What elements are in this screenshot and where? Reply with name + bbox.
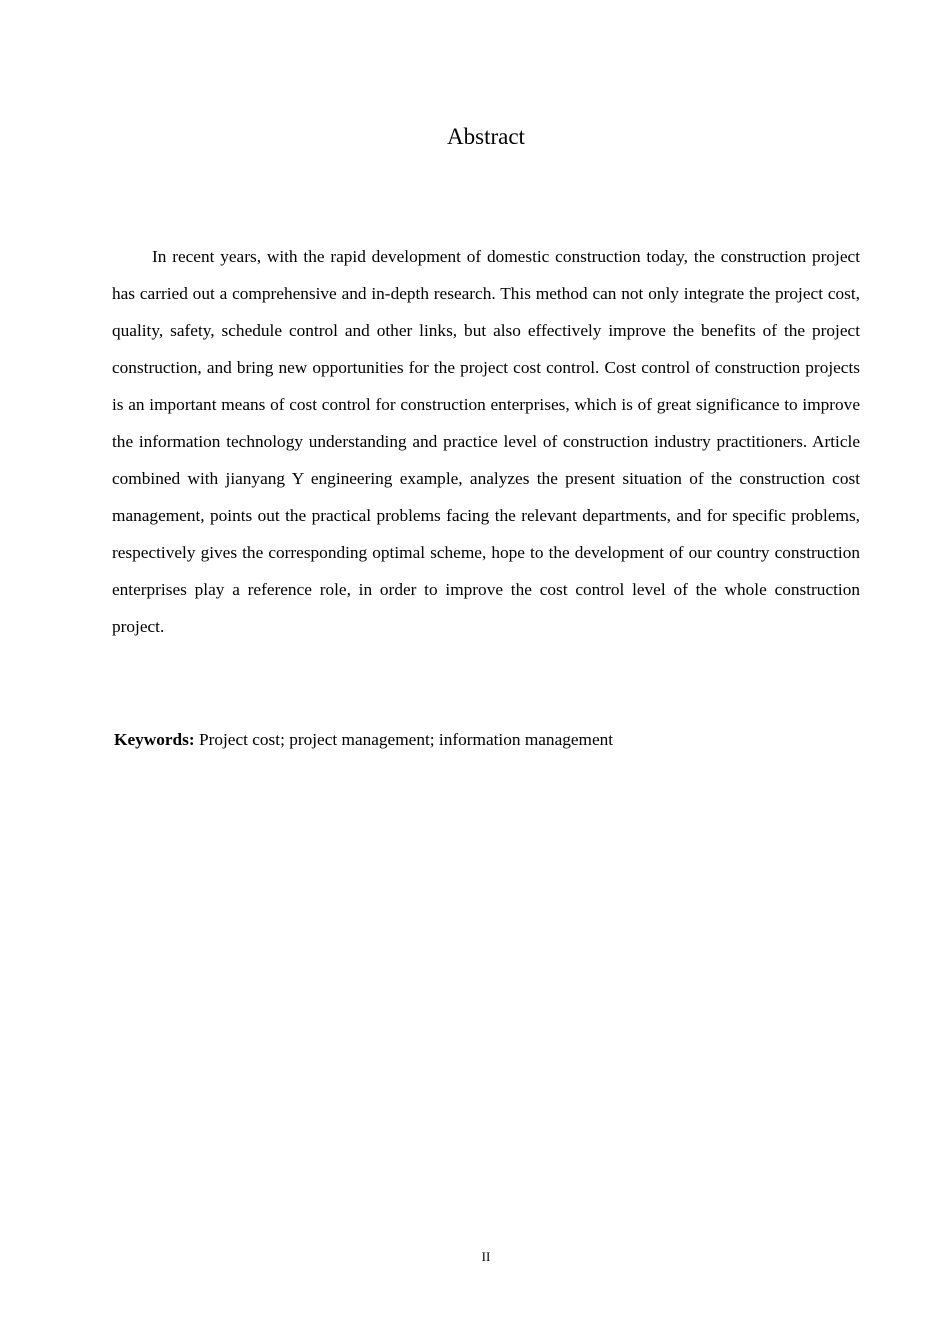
page-number: II xyxy=(481,1249,491,1264)
keywords-line xyxy=(114,724,862,756)
abstract-body: In recent years, with the rapid development of domestic construction today, the construction project has carried out a comprehensive and in-depth research. This method can not only integrate the project cost, quality, safety, schedule control and other links, but also effectively improve the benefits of the project construction, and bring new opportunities for the project cost control. Cost control of construction projects is an important means of cost control for construction enterprises, which is of great significance to improve the information technology understanding and practice level of construction industry practitioners. Article combined with jianyang Y engineering example, analyzes the present situation of the construction cost management, points out the practical problems facing the relevant departments, and for specific problems, respectively gives the corresponding optimal scheme, hope to the development of our country construction enterprises play a reference role, in order to improve the cost control level of the whole construction project. xyxy=(112,247,860,636)
keywords-text: Project cost; project management; information management xyxy=(198,730,614,749)
keywords-label: Keywords: xyxy=(114,730,195,749)
abstract-title: Abstract xyxy=(447,124,525,149)
